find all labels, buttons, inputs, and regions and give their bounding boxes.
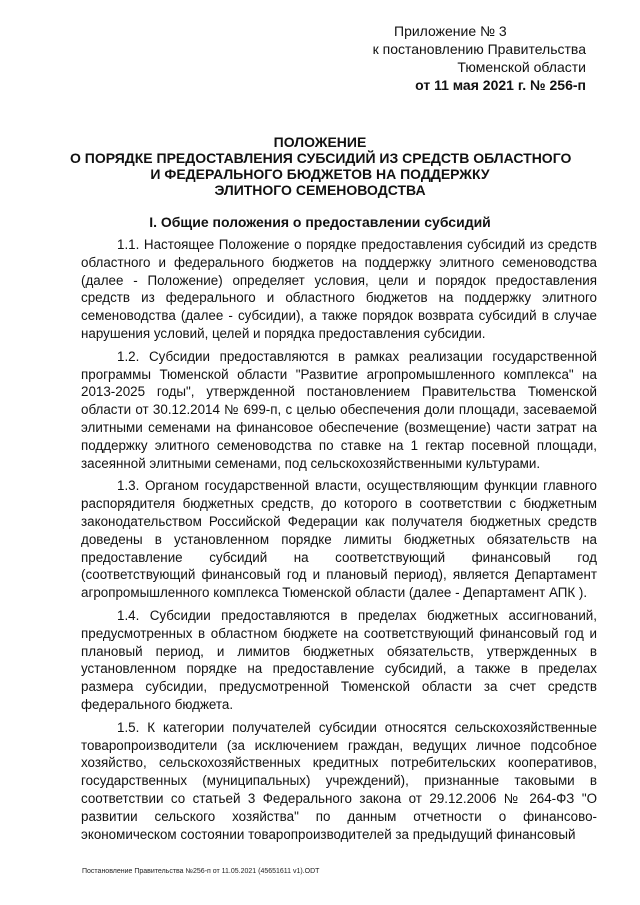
appendix-block [330,22,586,94]
paragraph-1-5: 1.5. К категории получателей субсидии относятся сельскохозяйственные товаропроизводители (за исключением граждан, ведущих личное подсобное хозяйство, сельскохозяйственных кредитных потребительских кооперативов, государственных (муниципальных) учреждений), признанные таковыми в соответствии со статьей 3 Федерального закона от 29.12.2006 № 264-ФЗ "О развитии сельского хозяйства" по данным отчетности о финансово-экономическом состоянии товаропроизводителей за предыдущий финансовый [81,719,597,842]
appendix-line-1: к постановлению Правительства [372,41,586,57]
heading-line-2: О ПОРЯДКЕ ПРЕДОСТАВЛЕНИЯ СУБСИДИЙ ИЗ СРЕДСТВ ОБЛАСТНОГО [70,150,572,166]
page-footer: Постановление Правительства №256-п от 11.05.2021 (45651611 v1).ODT [82,868,320,875]
paragraph-1-1: 1.1. Настоящее Положение о порядке предоставления субсидий из средств областного и федерального бюджетов на поддержку элитного семеноводства (далее - Положение) определяет условия, цели и порядок предоставления средств из федерального и областного бюджетов на поддержку элитного семеноводства (далее - субсидии), а также порядок возврата субсидий в случае нарушения условий, целей и порядка предоставления субсидии. [81,237,597,341]
appendix-line-2: Тюменской области [457,59,586,75]
document-body [81,236,597,848]
document-heading [70,134,570,198]
section-title: I. Общие положения о предоставлении субсидий [149,214,491,230]
appendix-title: Приложение № 3 [394,23,507,39]
paragraph-1-2: 1.2. Субсидии предоставляются в рамках реализации государственной программы Тюменской области "Развитие агропромышленного комплекса" на 2013-2025 годы", утвержденной постановлением Правительства Тюменской области от 30.12.2014 № 699-п, с целью обеспечения доли площади, засеваемой элитными семенами на финансовое обеспечение (возмещение) части затрат на поддержку элитного семеноводства по ставке на 1 гектар посевной площади, засеянной элитными семенами, под сельскохозяйственными культурами. [81,348,597,471]
heading-line-1: ПОЛОЖЕНИЕ [273,134,367,150]
heading-line-4: ЭЛИТНОГО СЕМЕНОВОДСТВА [214,182,426,198]
paragraph-1-4: 1.4. Субсидии предоставляются в пределах бюджетных ассигнований, предусмотренных в областном бюджете на соответствующий финансовый год и плановый период, и лимитов бюджетных обязательств, утвержденных в установленном порядке на предоставление субсидий, а также в пределах размера субсидии, предусмотренной Тюменской области за счет средств федерального бюджета. [81,607,597,712]
appendix-date-number: от 11 мая 2021 г. № 256-п [415,77,586,93]
heading-line-3: И ФЕДЕРАЛЬНОГО БЮДЖЕТОВ НА ПОДДЕРЖКУ [150,166,490,182]
paragraph-1-3: 1.3. Органом государственной власти, осуществляющим функции главного распорядителя бюджетных средств, до которого в соответствии с бюджетным законодательством Российской Федерации как получателя бюджетных средств доведены в установленном порядке лимиты бюджетных обязательств на предоставление субсидий на соответствующий финансовый год (соответствующий финансовый год и плановый период), является Департамент агропромышленного комплекса Тюменской области (далее - Департамент АПК ). [81,478,597,601]
